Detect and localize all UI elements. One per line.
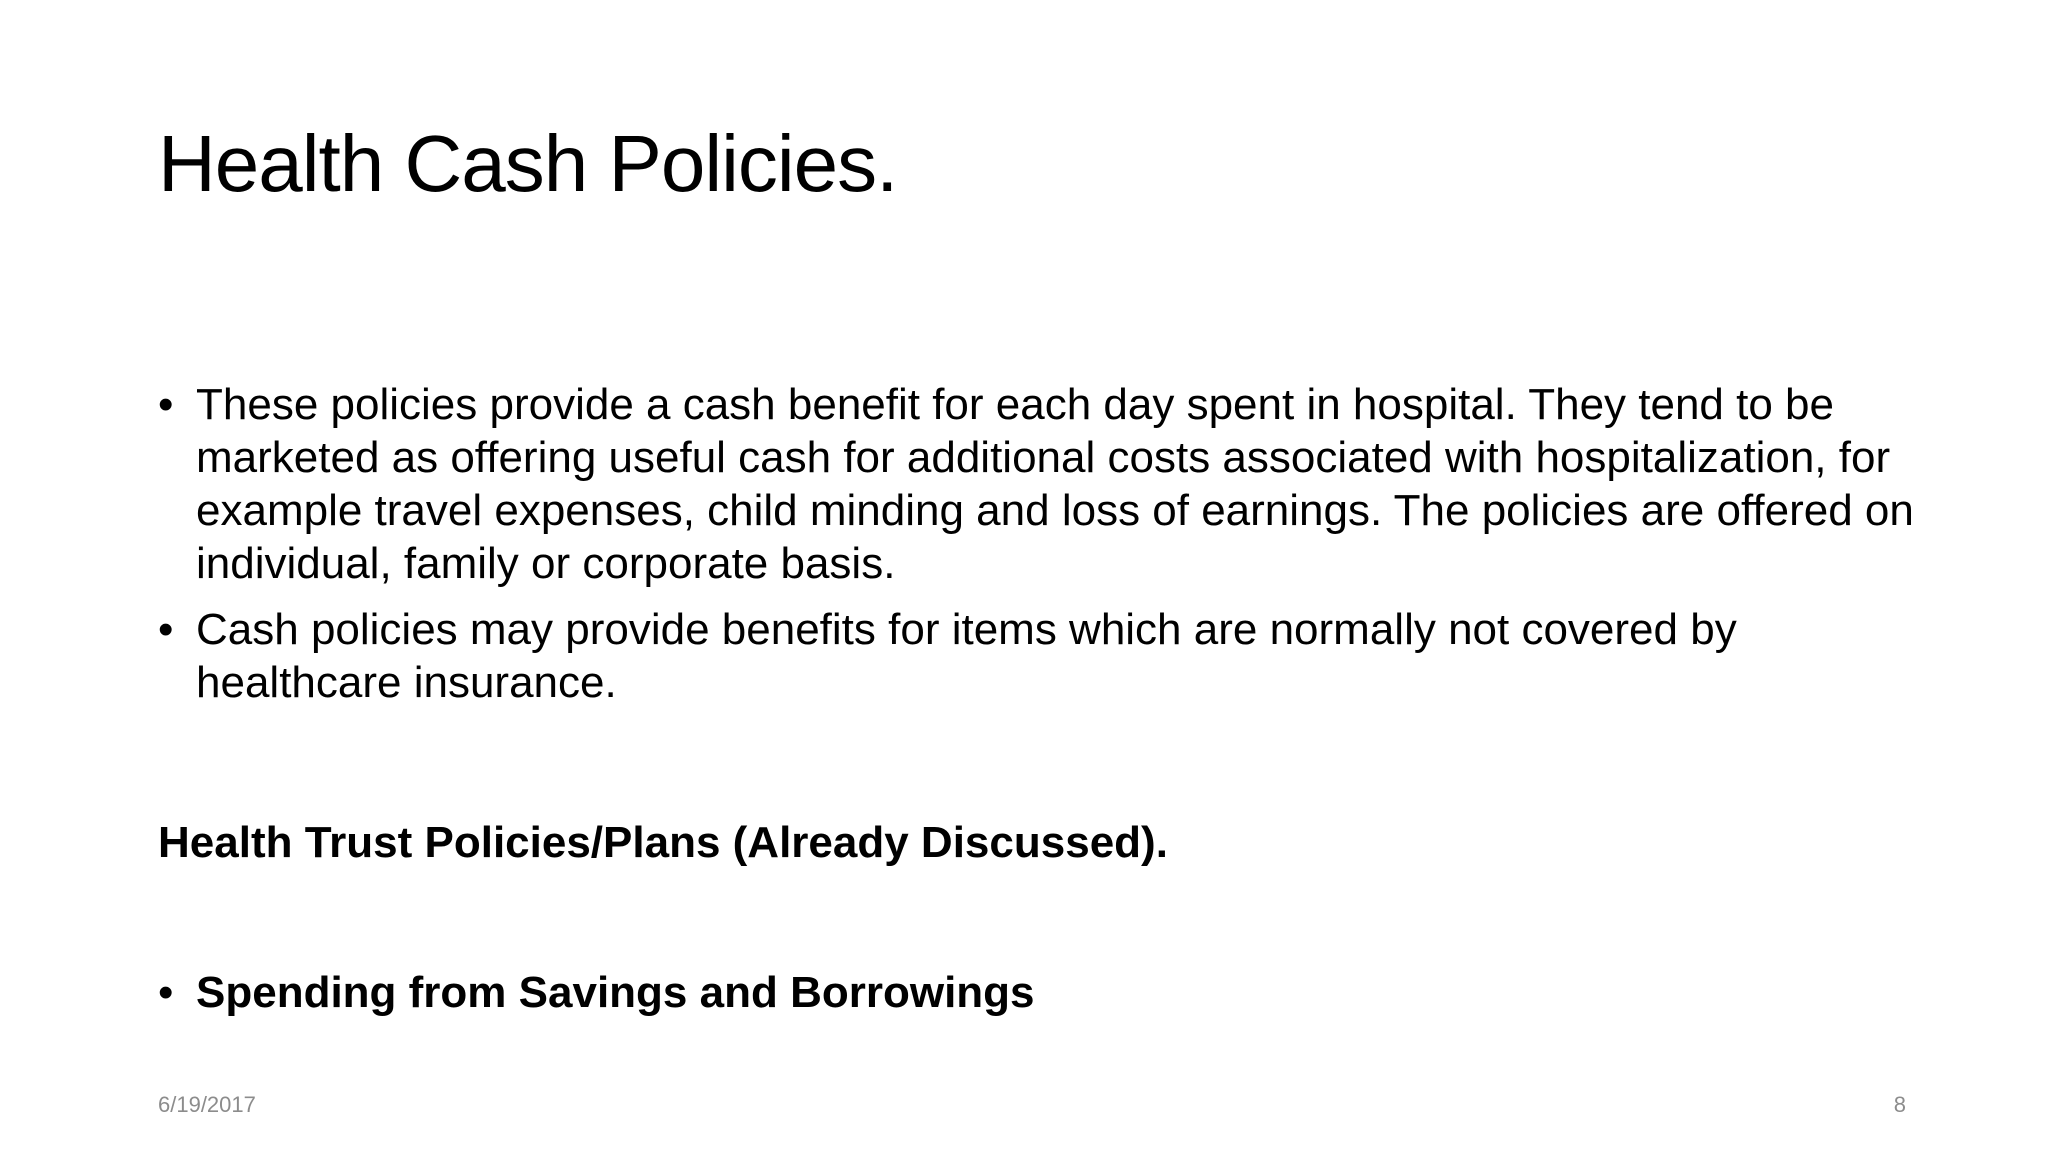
footer-page-number: 8 <box>1893 1092 1906 1117</box>
bullet-text: Cash policies may provide benefits for items which are normally not covered by healthcare insurance. <box>196 605 1737 707</box>
bullet-icon: • <box>158 968 174 1017</box>
bullet-icon: • <box>158 380 174 429</box>
bullet-item <box>158 378 1918 590</box>
bold-bullet-text: Spending from Savings and Borrowings <box>196 968 1035 1017</box>
bullet-text: These policies provide a cash benefit for each day spent in hospital. They tend to be marketed as offering useful cash for additional costs associated with hospitalization, for example travel expenses, child minding and loss of earnings. The policies are offered on individual, family or corporate basis. <box>196 380 1914 588</box>
bullet-icon: • <box>158 605 174 654</box>
section-heading: Health Trust Policies/Plans (Already Discussed). <box>158 818 1168 867</box>
slide-title: Health Cash Policies. <box>158 119 898 208</box>
bullet-item <box>158 603 1918 709</box>
bold-bullet-item <box>158 966 1035 1019</box>
footer-date: 6/19/2017 <box>158 1092 256 1117</box>
bullet-list <box>158 378 1918 722</box>
